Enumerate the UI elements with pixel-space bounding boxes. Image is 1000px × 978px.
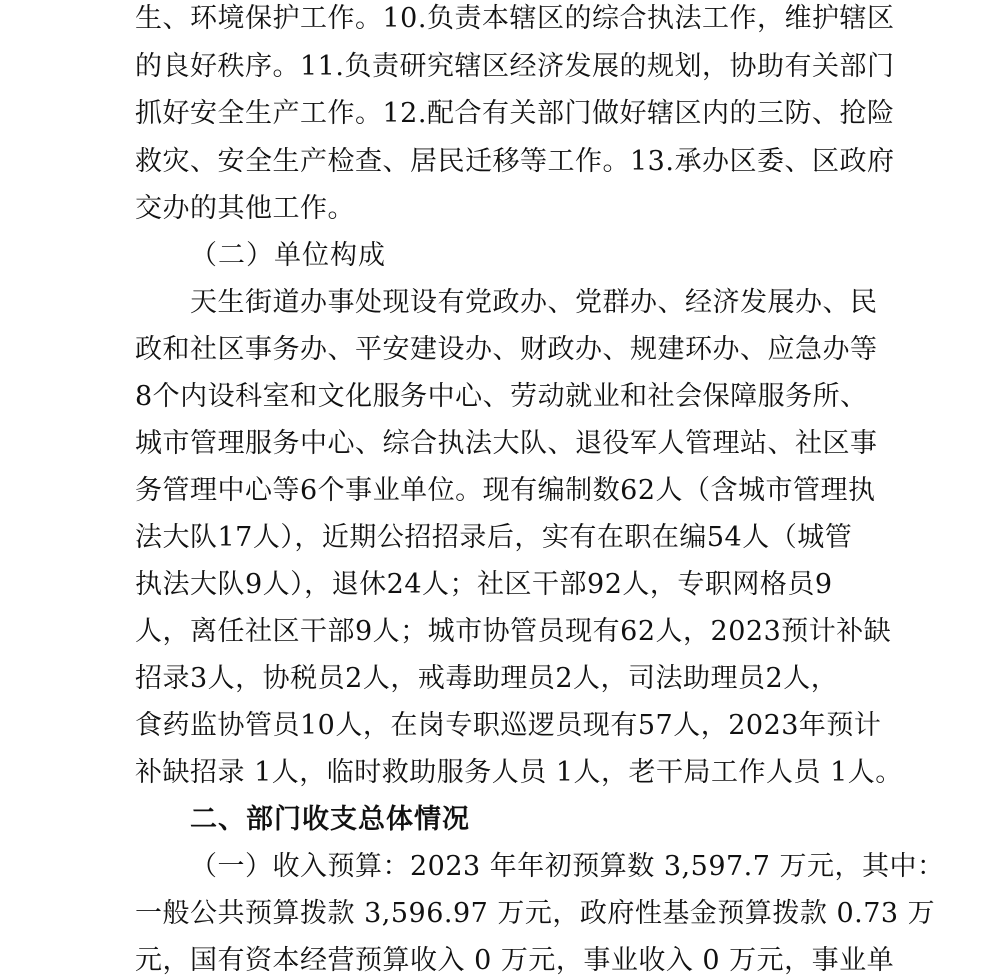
paragraph-line: 一般公共预算拨款 3,596.97 万元，政府性基金预算拨款 0.73 万 [135,898,936,929]
paragraph-line: 政和社区事务办、平安建设办、财政办、规建环办、应急办等 [135,334,878,365]
paragraph-line: 抓好安全生产工作。12.配合有关部门做好辖区内的三防、抢险 [135,98,895,129]
paragraph-line: 救灾、安全生产检查、居民迁移等工作。13.承办区委、区政府 [135,146,895,177]
paragraph-line: 城市管理服务中心、综合执法大队、退役军人管理站、社区事 [135,428,878,459]
paragraph-line: 天生街道办事处现设有党政办、党群办、经济发展办、民 [190,287,878,318]
paragraph-line: 补缺招录 1人，临时救助服务人员 1人，老干局工作人员 1人。 [135,757,903,788]
paragraph-line: 的良好秩序。11.负责研究辖区经济发展的规划，协助有关部门 [135,51,895,82]
section-heading: 二、部门收支总体情况 [190,804,470,835]
paragraph-line: 元，国有资本经营预算收入 0 万元，事业收入 0 万元，事业单 [135,945,895,976]
paragraph-line: 法大队17人），近期公招招录后，实有在职在编54人（城管 [135,522,853,553]
paragraph-line: 务管理中心等6个事业单位。现有编制数62人（含城市管理执 [135,475,876,506]
paragraph-line: 执法大队9人），退休24人；社区干部92人，专职网格员9 [135,569,833,600]
paragraph-line: （一）收入预算：2023 年年初预算数 3,597.7 万元，其中： [190,851,945,882]
paragraph-line: 人，离任社区干部9人；城市协管员现有62人，2023预计补缺 [135,616,892,647]
paragraph-line: 食药监协管员10人，在岗专职巡逻员现有57人，2023年预计 [135,710,882,741]
paragraph-line: 生、环境保护工作。10.负责本辖区的综合执法工作，维护辖区 [135,3,895,34]
section-subheading: （二）单位构成 [190,240,386,271]
paragraph-line: 8个内设科室和文化服务中心、劳动就业和社会保障服务所、 [135,381,868,412]
paragraph-line: 招录3人，协税员2人，戒毒助理员2人，司法助理员2人， [135,663,839,694]
paragraph-line: 交办的其他工作。 [135,193,355,224]
